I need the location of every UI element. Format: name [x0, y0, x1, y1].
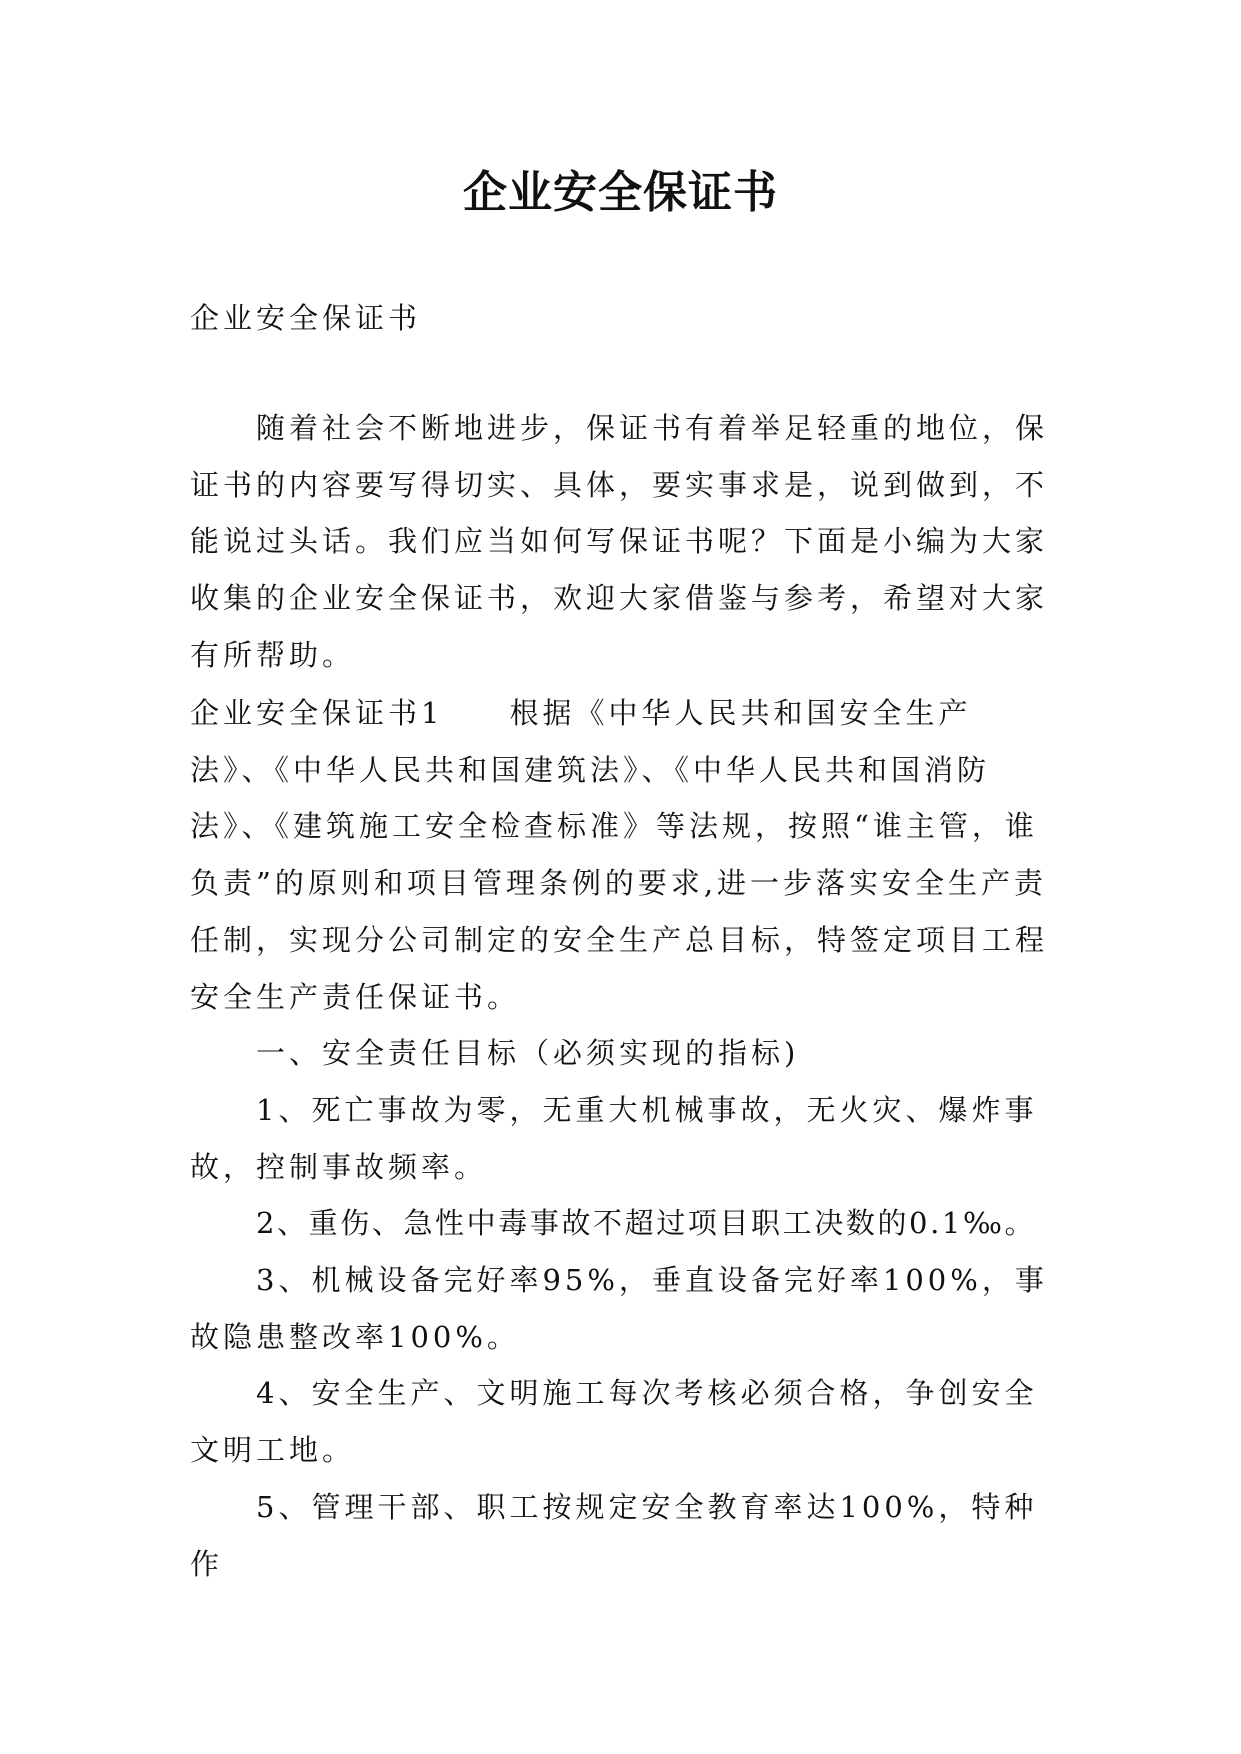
paragraph-item-4: 4、安全生产、文明施工每次考核必须合格，争创安全文明工地。	[190, 1376, 1038, 1468]
intro-paragraph: 随着社会不断地进步，保证书有着举足轻重的地位，保证书的内容要写得切实、具体，要实事求是，说到做到，不能说过头话。我们应当如何写保证书呢？下面是小编为大家收集的企业安全保证书，欢迎大家借鉴与参考，希望对大家有所帮助。	[190, 411, 1049, 672]
document-title: 企业安全保证书	[463, 167, 778, 218]
paragraph-item-3: 3、机械设备完好率95%，垂直设备完好率100%，事故隐患整改率100%。	[190, 1263, 1048, 1354]
paragraph-guarantee-1: 企业安全保证书1 根据《中华人民共和国安全生产法》、《中华人民共和国建筑法》、《中华人民共和国消防法》、《建筑施工安全检查标准》等法规，按照“谁主管，谁负责”的原则和项目管理条例的要求,进一步落实安全生产责任制，实现分公司制定的安全生产总目标，特签定项目工程安全生产责任保证书。	[190, 696, 1049, 1014]
document-body	[190, 685, 1050, 1592]
paragraph-item-5: 5、管理干部、职工按规定安全教育率达100%，特种作	[190, 1489, 1038, 1581]
document-subtitle: 企业安全保证书	[190, 301, 422, 335]
paragraph-item-1: 1、死亡事故为零，无重大机械事故，无火灾、爆炸事故，控制事故频率。	[190, 1092, 1038, 1184]
paragraph-item-2: 2、重伤、急性中毒事故不超过项目职工决数的0.1‰。	[256, 1206, 1037, 1241]
paragraph-section-heading: 一、安全责任目标（必须实现的指标)	[256, 1036, 800, 1071]
